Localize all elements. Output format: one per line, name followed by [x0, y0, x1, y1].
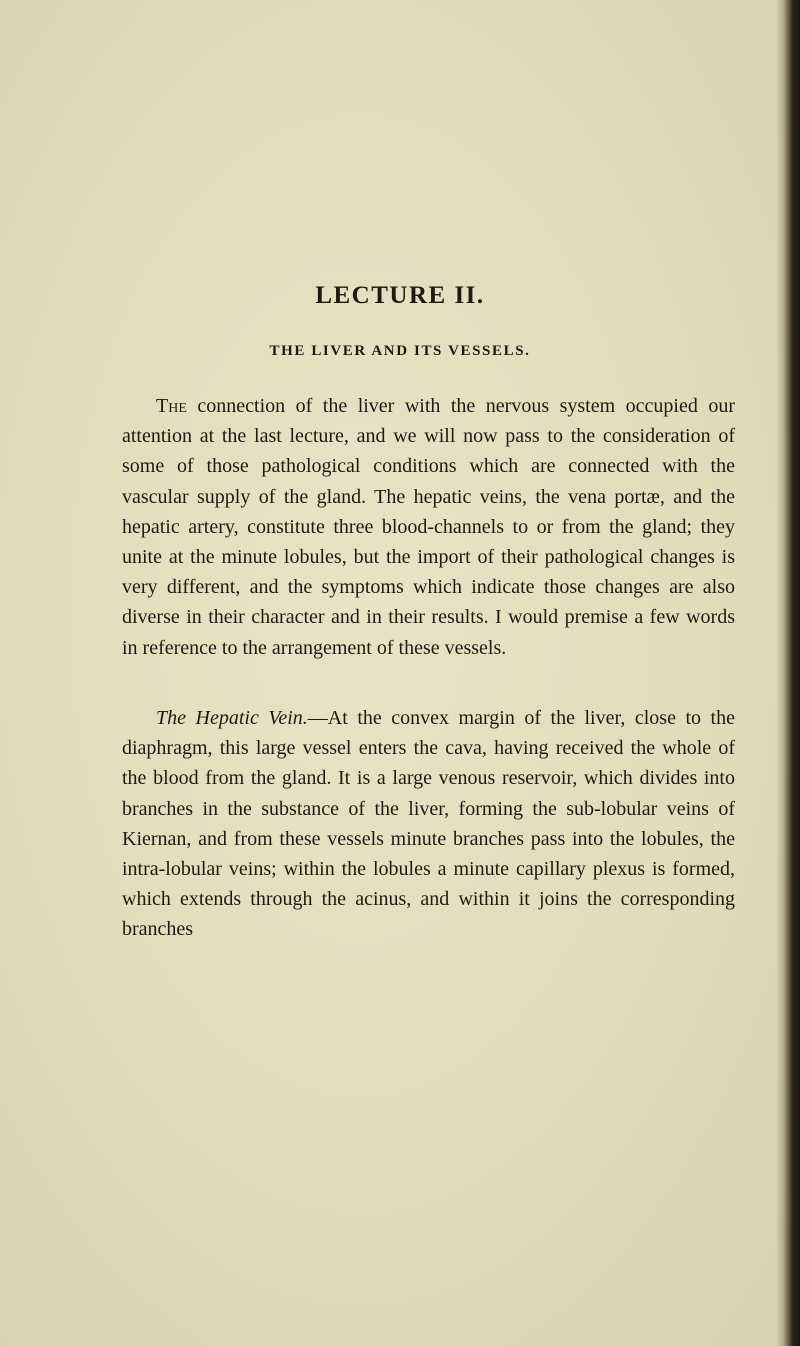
- page-edge-shadow: [776, 0, 800, 1346]
- chapter-subtitle: THE LIVER AND ITS VESSELS.: [269, 343, 531, 359]
- paragraph-2-heading: The Hepatic Vein.: [156, 707, 308, 729]
- paragraph-2: [122, 703, 735, 945]
- lecture-title: LECTURE II.: [315, 282, 485, 309]
- paragraph-2-text: —At the convex margin of the liver, close to the diaphragm, this large vessel enters the cava, having received the whole of the blood from the gland. It is a large venous reservoir, which divides into branches in the substance of the liver, forming the sub-lobular veins of Kiernan, and from these vessels minute branches pass into the lobules, the intra-lobular veins; within the lobules a minute capillary plexus is formed, which extends through the acinus, and within it joins the corresponding branches: [122, 707, 735, 941]
- paragraph-1-lead: The: [156, 395, 187, 417]
- paragraph-1-text: connection of the liver with the nervous system occupied our attention at the last lecture, and we will now pass to the consideration of some of those pathological conditions which are connected with the vascular supply of the gland. The hepatic veins, the vena portæ, and the hepatic artery, constitute three blood-channels to or from the gland; they unite at the minute lobules, but the import of their pathological changes is very different, and the symptoms which indicate those changes are also diverse in their character and in their results. I would premise a few words in reference to the arrangement of these vessels.: [122, 395, 735, 659]
- paragraph-1: [122, 391, 735, 663]
